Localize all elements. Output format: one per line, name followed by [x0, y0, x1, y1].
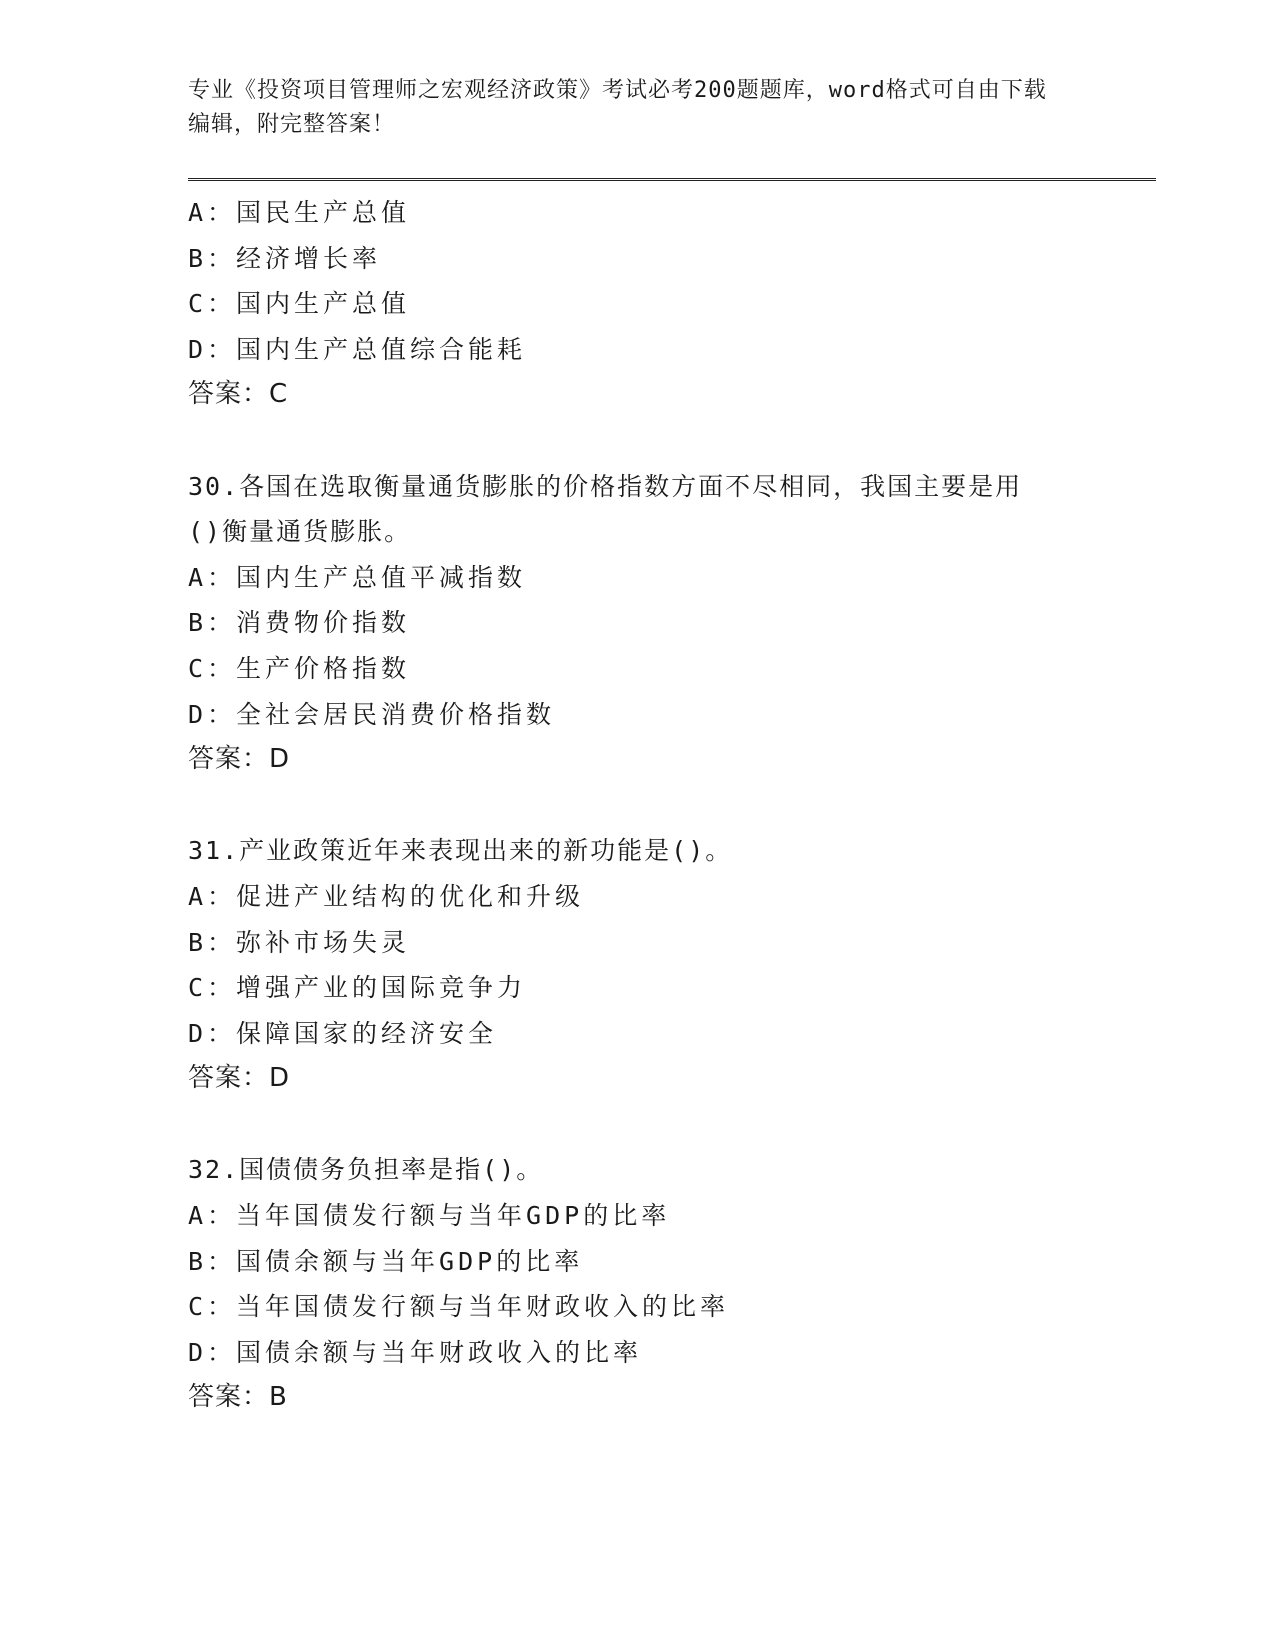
answer: 答案：B: [188, 1382, 288, 1413]
option-d: D：保障国家的经济安全: [188, 1018, 498, 1048]
question-stem-continued: ()衡量通货膨胀。: [188, 517, 412, 547]
question-stem: 30.各国在选取衡量通货膨胀的价格指数方面不尽相同，我国主要是用: [188, 471, 1023, 501]
question-list: [188, 190, 1088, 1421]
option-a: A：国内生产总值平减指数: [188, 562, 527, 592]
answer: 答案：D: [188, 1063, 291, 1094]
option-b: B：消费物价指数: [188, 608, 411, 638]
header-divider: [188, 178, 1156, 181]
option-c: C：增强产业的国际竞争力: [188, 973, 527, 1003]
spacer: [188, 1102, 1088, 1148]
option-a: A：促进产业结构的优化和升级: [188, 881, 585, 911]
question-29-carryover: [188, 190, 1088, 418]
question-stem: 32.国债债务负担率是指()。: [188, 1155, 544, 1185]
option-c: C：当年国债发行额与当年财政收入的比率: [188, 1292, 730, 1322]
option-b: B：弥补市场失灵: [188, 927, 411, 957]
option-b: B：国债余额与当年GDP的比率: [188, 1246, 584, 1276]
question-32: [188, 1147, 1088, 1421]
question-30: [188, 464, 1088, 783]
option-d: D：全社会居民消费价格指数: [188, 699, 556, 729]
option-b: B：经济增长率: [188, 243, 382, 273]
option-d: D：国内生产总值综合能耗: [188, 334, 527, 364]
document-intro: 专业《投资项目管理师之宏观经济政策》考试必考200题题库，word格式可自由下载编辑，附完整答案！: [188, 78, 1047, 137]
answer: 答案：C: [188, 379, 289, 410]
spacer: [188, 418, 1088, 464]
question-stem: 31.产业政策近年来表现出来的新功能是()。: [188, 836, 733, 866]
option-a: A：国民生产总值: [188, 198, 411, 227]
option-a: A：当年国债发行额与当年GDP的比率: [188, 1201, 671, 1231]
question-31: [188, 828, 1088, 1102]
option-d: D：国债余额与当年财政收入的比率: [188, 1337, 643, 1367]
spacer: [188, 783, 1088, 829]
option-c: C：国内生产总值: [188, 289, 411, 319]
option-c: C：生产价格指数: [188, 653, 411, 683]
answer: 答案：D: [188, 744, 291, 775]
